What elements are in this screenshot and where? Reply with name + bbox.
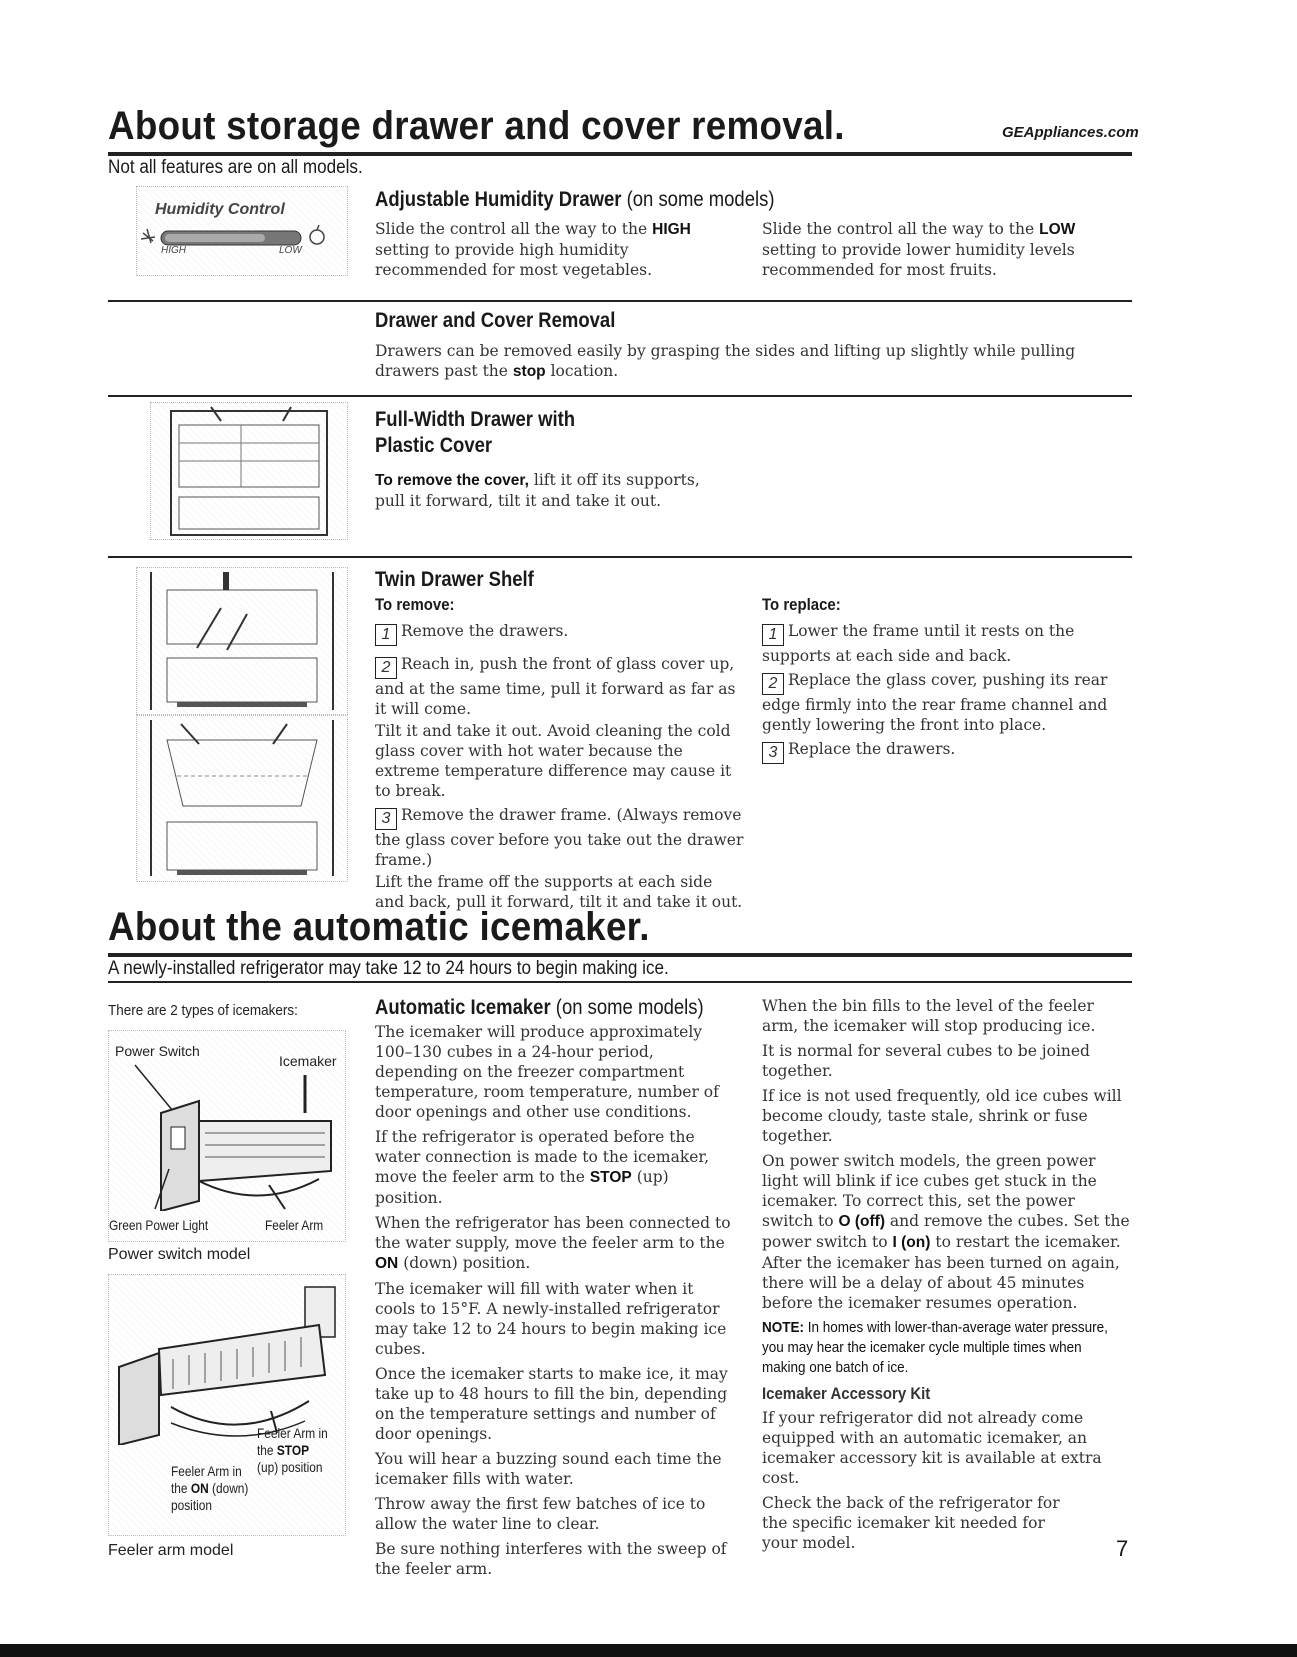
power-switch-figure [108,1030,346,1242]
power-switch-caption: Power switch model [108,1246,251,1263]
title-rule [108,152,1132,156]
auto-p5: Once the icemaker starts to make ice, it may take up to 48 hours to fill the bin, depending on the temperature settings and number of door openings. [375,1365,728,1443]
remove-step-3: 3 Remove the drawer frame. (Always remove the glass cover before you take out the drawer frame.) [375,806,744,869]
green-light-label: Green Power Light [109,1217,209,1233]
divider [108,981,1132,983]
auto-icemaker-text [375,1022,735,1579]
storage-subtitle: Not all features are on all models. [108,157,363,178]
twin-drawer-figure-bottom [136,715,348,882]
twin-drawer-cover-illustration-icon [137,716,347,881]
divider [108,556,1132,558]
remove-step-2: 2 Reach in, push the front of glass cover up, and at the same time, pull it forward as far as it will come. [375,655,736,718]
feeler-arm-label: Feeler Arm [265,1217,324,1233]
icemaker-title: About the automatic icemaker. [108,905,650,949]
twin-replace-label: To replace: [762,595,841,614]
remove-paragraph: Tilt it and take it out. Avoid cleaning the cold glass cover with hot water because the extreme temperature difference may cause it to break. [375,722,732,800]
twin-drawer-illustration-icon [137,568,347,714]
humidity-control-label: Humidity Control [155,201,285,218]
auto-p8: Be sure nothing interferes with the sweep of the feeler arm. [375,1540,727,1578]
right-p4: On power switch models, the green power light will blink if ice cubes get stuck in the icemaker. To correct this, set the power switch to O (off) and remove the cubes. Set the power switch to I (on) to restart the icemaker. After the icemaker has been turned on again, there will be a delay of about 45 minutes before the icemaker resumes operation. [762,1152,1130,1312]
site-url: GEAppliances.com [1002,124,1139,141]
icemaker-types-label: There are 2 types of icemakers: [108,1002,298,1019]
right-p1: When the bin fills to the level of the feeler arm, the icemaker will stop producing ice. [762,997,1096,1035]
remove-end: Lift the frame off the supports at each side and back, pull it forward, tilt it and take it out. [375,873,743,911]
auto-p1: The icemaker will produce approximately 100–130 cubes in a 24-hour period, depending on the freezer compartment temperature, room temperature, number of door openings and other use conditions. [375,1023,719,1121]
replace-step-1: 1 Lower the frame until it rests on the supports at each side and back. [762,622,1075,665]
twin-heading: Twin Drawer Shelf [375,568,534,591]
on-position-label: Feeler Arm in the ON (down) position [171,1463,249,1513]
icemaker-note: NOTE: In homes with lower-than-average water pressure, you may hear the icemaker cycle multiple times when making one batch of ice. [762,1319,1108,1376]
auto-icemaker-heading: Automatic Icemaker (on some models) [375,996,704,1019]
accessory-kit-heading: Icemaker Accessory Kit [762,1384,931,1403]
auto-p6: You will hear a buzzing sound each time the icemaker fills with water. [375,1450,722,1488]
full-width-heading: Full-Width Drawer with Plastic Cover [375,408,576,457]
humidity-high-label: HIGH [161,245,186,256]
humidity-low-label: LOW [279,245,302,256]
feeler-arm-figure [108,1274,346,1536]
page-number: 7 [1116,1536,1129,1561]
icemaker-subtitle: A newly-installed refrigerator may take 12 to 24 hours to begin making ice. [108,958,669,979]
replace-step-2: 2 Replace the glass cover, pushing its rear edge firmly into the rear frame channel and gently lowering the front into place. [762,671,1108,734]
twin-drawer-figure-top [136,567,348,715]
twin-replace-steps [762,621,1132,764]
divider [108,300,1132,302]
stop-position-label: Feeler Arm in the STOP (up) position [257,1425,328,1475]
twin-remove-label: To remove: [375,595,455,614]
kit-p2: Check the back of the refrigerator for the specific icemaker kit needed for your model. [762,1494,1060,1552]
auto-p7: Throw away the first few batches of ice to allow the water line to clear. [375,1495,706,1533]
removal-heading: Drawer and Cover Removal [375,309,616,332]
right-p3: If ice is not used frequently, old ice cubes will become cloudy, taste stale, shrink or fuse together. [762,1087,1122,1145]
humidity-heading: Adjustable Humidity Drawer (on some models) [375,188,775,211]
humidity-right-text: Slide the control all the way to the LOW setting to provide lower humidity levels recommended for most fruits. [762,220,1076,279]
divider [108,395,1132,397]
icemaker-illustration-icon [109,1061,345,1211]
title-rule [108,953,1132,957]
twin-remove-steps [375,621,745,912]
feeler-arm-illustration-icon [109,1275,345,1445]
power-switch-label: Power Switch [115,1043,200,1059]
feeler-arm-caption: Feeler arm model [108,1542,234,1559]
removal-text: Drawers can be removed easily by grasping the sides and lifting up slightly while pulling drawers past the stop location. [375,342,1076,380]
scan-edge [0,1644,1297,1657]
replace-step-3: 3 Replace the drawers. [762,739,1132,764]
storage-title: About storage drawer and cover removal. [108,104,845,148]
auto-p4: The icemaker will fill with water when it cools to 15°F. A newly-installed refrigerator may take 12 to 24 hours to begin making ice cubes. [375,1280,727,1358]
kit-p1: If your refrigerator did not already come equipped with an automatic icemaker, an icemaker accessory kit is available at extra cost. [762,1409,1102,1487]
icemaker-right-text [762,996,1130,1553]
right-p2: It is normal for several cubes to be joined together. [762,1042,1090,1080]
humidity-left-text: Slide the control all the way to the HIGH setting to provide high humidity recommended for most vegetables. [375,220,691,279]
icemaker-label: Icemaker [279,1053,337,1069]
drawer-illustration-icon [151,403,347,539]
auto-p3: When the refrigerator has been connected to the water supply, move the feeler arm to the ON (down) position. [375,1214,731,1272]
remove-step-1: 1 Remove the drawers. [375,621,745,646]
humidity-control-figure [136,186,348,276]
full-width-drawer-figure [150,402,348,540]
auto-p2: If the refrigerator is operated before the water connection is made to the icemaker, move the feeler arm to the STOP (up) position. [375,1128,710,1207]
full-width-text: To remove the cover, lift it off its supports, pull it forward, tilt it and take it out. [375,471,700,510]
